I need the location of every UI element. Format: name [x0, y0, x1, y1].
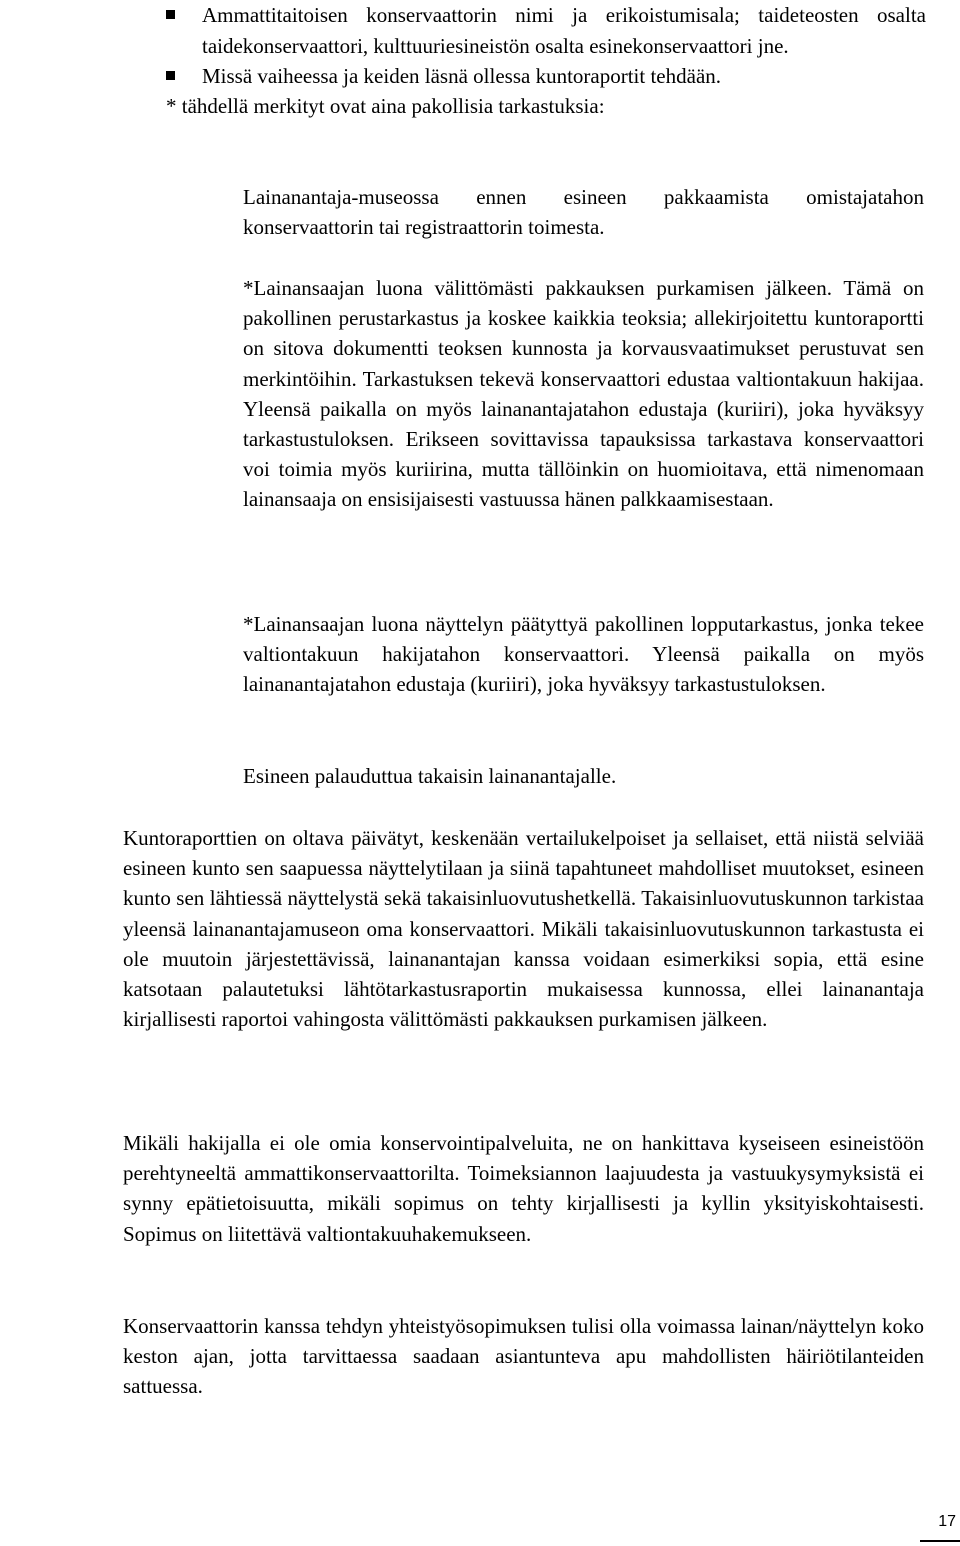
- page-number: 17: [938, 1513, 956, 1530]
- bullet-text: Missä vaiheessa ja keiden läsnä ollessa kuntoraportit tehdään.: [202, 64, 722, 88]
- check-paragraph: Esineen palauduttua takaisin lainanantajalle.: [243, 764, 617, 788]
- footer-rule: [920, 1540, 960, 1542]
- body-paragraph: Mikäli hakijalla ei ole omia konservointipalveluita, ne on hankittava kyseiseen esineistöön perehtyneeltä ammattikonservaattorilta. Toimeksiannon laajuudesta ja vastuukysymyksistä ei synny epätietoisuutta, mikäli sopimus on tehty kirjallisesti ja kyllin yksityiskohtaisesti. Sopimus on liitettävä valtiontakuuhakemukseen.: [123, 1131, 924, 1246]
- check-paragraph: *Lainansaajan luona näyttelyn päätyttyä pakollinen lopputarkastus, jonka tekee valtiontakuun hakijatahon konservaattori. Yleensä paikalla on myös lainanantajatahon edustaja (kuriiri), joka hyväksyy tarkastustuloksen.: [243, 612, 924, 697]
- check-paragraph: *Lainansaajan luona välittömästi pakkauksen purkamisen jälkeen. Tämä on pakollinen perustarkastus ja koskee kaikkia teoksia; allekirjoitettu kuntoraportti on sitova dokumentti teoksen kunnosta ja korvausvaatimukset perustuvat sen merkintöihin. Tarkastuksen tekevä konservaattori edustaa valtiontakuun hakijaa. Yleensä paikalla on myös lainanantajatahon edustaja (kuriiri), joka hyväksyy tarkastustuloksen. Erikseen sovittavissa tapauksissa tarkastava konservaattori voi toimia myös kuriirina, mutta tällöinkin on huomioitava, että nimenomaan lainansaaja on ensisijaisesti vastuussa hänen palkkaamisestaan.: [243, 276, 924, 512]
- bullet-item: [166, 61, 926, 92]
- bullet-item: [166, 0, 926, 61]
- bullet-list: [166, 0, 926, 92]
- bullet-text: Ammattitaitoisen konservaattorin nimi ja erikoistumisala; taideteosten osalta taidekonservaattori, kulttuuriesineistön osalta esinekonservaattori jne.: [202, 3, 926, 58]
- square-bullet-icon: [166, 71, 175, 80]
- mandatory-checks-note: * tähdellä merkityt ovat aina pakollisia tarkastuksia:: [166, 94, 605, 118]
- body-paragraph: Kuntoraporttien on oltava päivätyt, keskenään vertailukelpoiset ja sellaiset, että niistä selviää esineen kunto sen saapuessa näyttelytilaan ja siinä tapahtuneet mahdolliset muutokset, esineen kunto sen lähtiessä näyttelystä sekä takaisinluovutushetkellä. Takaisinluovutuskunnon tarkistaa yleensä lainanantajamuseon oma konservaattori. Mikäli takaisinluovutuskunnon tarkastusta ei ole muutoin järjestettävissä, lainanantajan kanssa voidaan esimerkiksi sopia, että esine katsotaan palautetuksi lähtötarkastusraportin mukaisessa kunnossa, ellei lainanantaja kirjallisesti raportoi vahingosta välittömästi pakkauksen purkamisen jälkeen.: [123, 826, 924, 1032]
- check-paragraph: Lainanantaja-museossa ennen esineen pakkaamista omistajatahon konservaattorin tai registraattorin toimesta.: [243, 185, 924, 240]
- body-paragraph: Konservaattorin kanssa tehdyn yhteistyösopimuksen tulisi olla voimassa lainan/näyttelyn koko keston ajan, jotta tarvittaessa saadaan asiantunteva apu mahdollisten häiriötilanteiden sattuessa.: [123, 1314, 924, 1399]
- square-bullet-icon: [166, 10, 175, 19]
